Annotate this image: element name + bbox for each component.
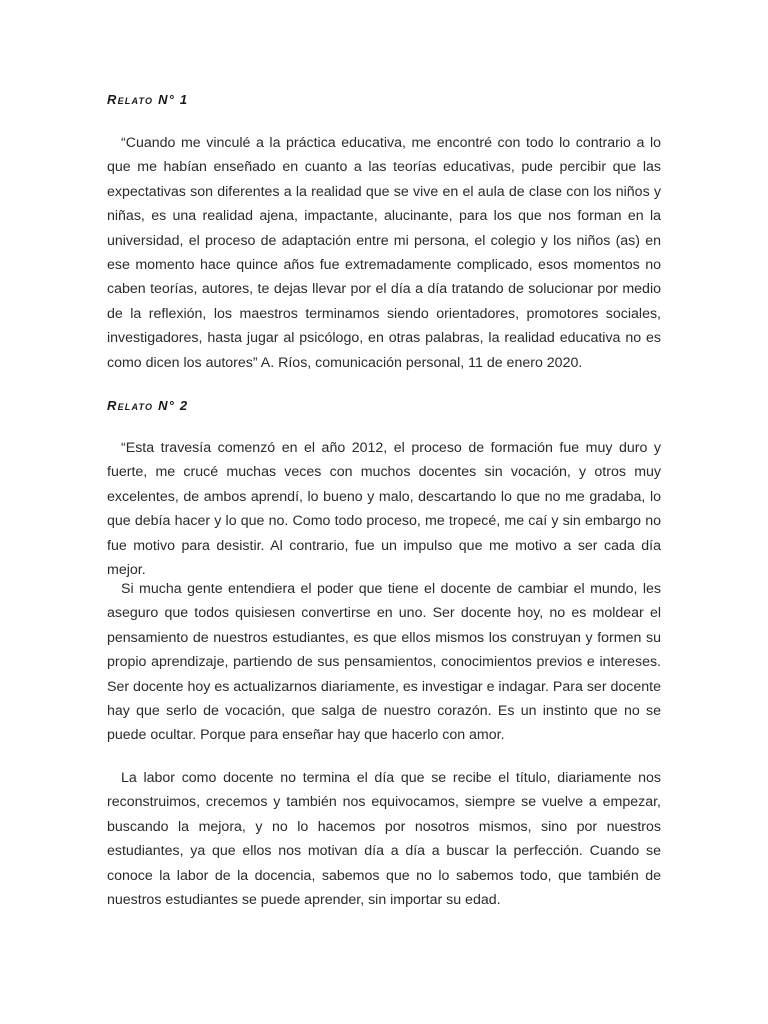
paragraph-relato-2-3: La labor como docente no termina el día que se recibe el título, diariamente nos reconstruimos, crecemos y también nos equivocamos, siempre se vuelve a empezar, buscando la mejora, y no lo hacemos por nosotros mismos, sino por nuestros estudiantes, ya que ellos nos motivan día a día a buscar la perfección. Cuando se conoce la labor de la docencia, sabemos que no lo sabemos todo, que también de nuestros estudiantes se puede aprender, sin importar su edad. [107, 770, 661, 909]
paragraph-relato-1: “Cuando me vinculé a la práctica educativa, me encontré con todo lo contrario a lo que me habían enseñado en cuanto a las teorías educativas, pude percibir que las expectativas son diferentes a la realidad que se vive en el aula de clase con los niños y niñas, es una realidad ajena, impactante, alucinante, para los que nos forman en la universidad, el proceso de adaptación entre mi persona, el colegio y los niños (as) en ese momento hace quince años fue extremadamente complicado, esos momentos no caben teorías, autores, te dejas llevar por el día a día tratando de solucionar por medio de la reflexión, los maestros terminamos siendo orientadores, promotores sociales, investigadores, hasta jugar al psicólogo, en otras palabras, la realidad educativa no es como dicen los autores” A. Ríos, comunicación personal, 11 de enero 2020. [107, 135, 661, 371]
paragraph-relato-2-1: “Esta travesía comenzó en el año 2012, el proceso de formación fue muy duro y fuerte, me crucé muchas veces con muchos docentes sin vocación, y otros muy excelentes, de ambos aprendí, lo bueno y malo, descartando lo que no me gradaba, lo que debía hacer y lo que no. Como todo proceso, me tropecé, me caí y sin embargo no fue motivo para desistir. Al contrario, fue un impulso que me motivo a ser cada día mejor. [107, 440, 661, 579]
section-heading-relato-1: Relato N° 1 [107, 92, 189, 107]
section-heading-relato-2: Relato N° 2 [107, 398, 189, 413]
paragraph-relato-2-2: Si mucha gente entendiera el poder que tiene el docente de cambiar el mundo, les aseguro que todos quisiesen convertirse en uno. Ser docente hoy, no es moldear el pensamiento de nuestros estudiantes, es que ellos mismos los construyan y formen su propio aprendizaje, partiendo de sus pensamientos, conocimientos previos e intereses. Ser docente hoy es actualizarnos diariamente, es investigar e indagar. Para ser docente hay que serlo de vocación, que salga de nuestro corazón. Es un instinto que no se puede ocultar. Porque para enseñar hay que hacerlo con amor. [107, 581, 661, 744]
